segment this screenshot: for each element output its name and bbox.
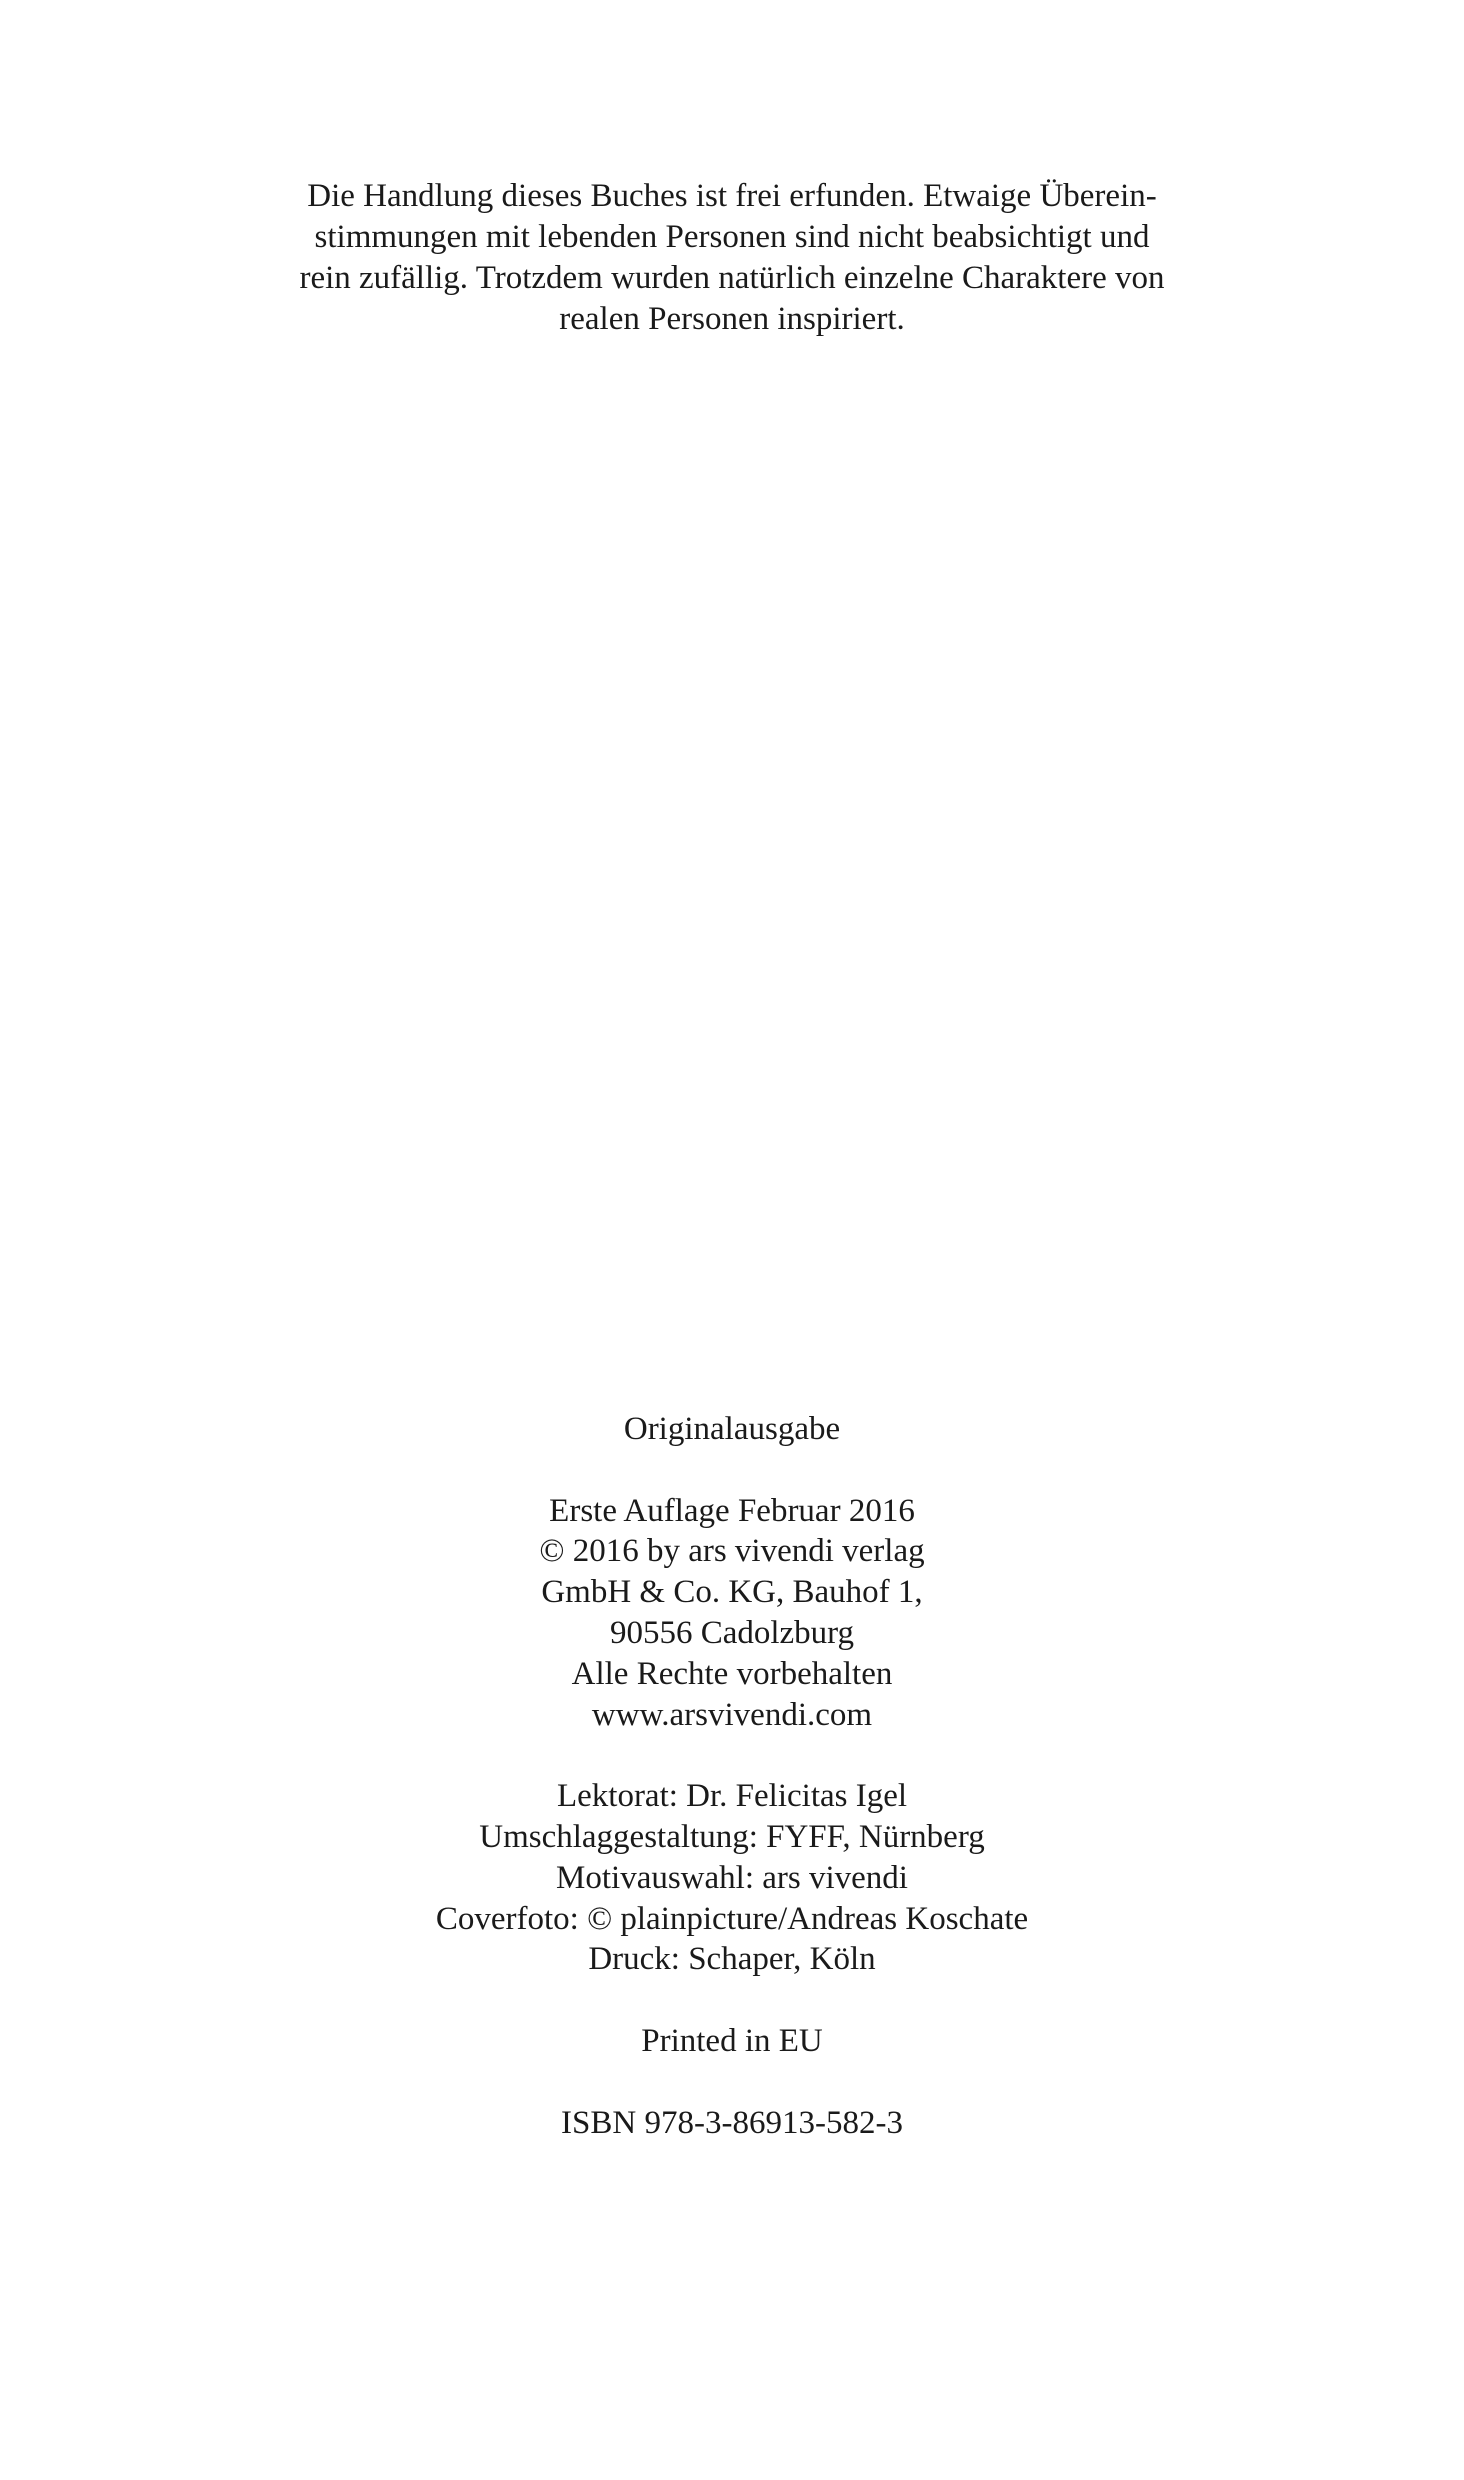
imprint-block xyxy=(0,1409,1464,2143)
publication-info xyxy=(0,1491,1464,1736)
disclaimer-paragraph xyxy=(0,176,1464,340)
credit-line: Coverfoto: © plainpicture/Andreas Koschate xyxy=(435,1900,1029,1937)
credits-info xyxy=(0,1776,1464,1980)
copyright-line: © 2016 by ars vivendi verlag xyxy=(539,1533,925,1570)
spacer xyxy=(0,1735,1464,1776)
address-line: 90556 Cadolzburg xyxy=(609,1614,855,1651)
edition-label: Originalausgabe xyxy=(623,1411,841,1447)
spacer xyxy=(0,1450,1464,1491)
isbn-line: ISBN 978-3-86913-582-3 xyxy=(561,2104,903,2141)
printed-location: Printed in EU xyxy=(641,2022,823,2059)
disclaimer-line: rein zufällig. Trotzdem wurden natürlich einzelne Charaktere von xyxy=(299,260,1165,296)
disclaimer-line: realen Personen inspiriert. xyxy=(559,301,905,337)
publisher-line: GmbH & Co. KG, Bauhof 1, xyxy=(541,1574,923,1611)
spacer xyxy=(0,2062,1464,2103)
rights-line: Alle Rechte vorbehalten xyxy=(571,1655,893,1692)
credit-line: Umschlaggestaltung: FYFF, Nürnberg xyxy=(479,1818,985,1855)
credit-line: Druck: Schaper, Köln xyxy=(588,1941,876,1978)
credit-line: Motivauswahl: ars vivendi xyxy=(556,1859,908,1896)
disclaimer-line: Die Handlung dieses Buches ist frei erfunden. Etwaige Überein- xyxy=(307,178,1157,214)
publication-line: Erste Auflage Februar 2016 xyxy=(549,1492,915,1529)
disclaimer-line: stimmungen mit lebenden Personen sind nicht beabsichtigt und xyxy=(314,219,1150,255)
website-line: www.arsvivendi.com xyxy=(591,1696,873,1733)
spacer xyxy=(0,1980,1464,2021)
credit-line: Lektorat: Dr. Felicitas Igel xyxy=(556,1778,908,1815)
